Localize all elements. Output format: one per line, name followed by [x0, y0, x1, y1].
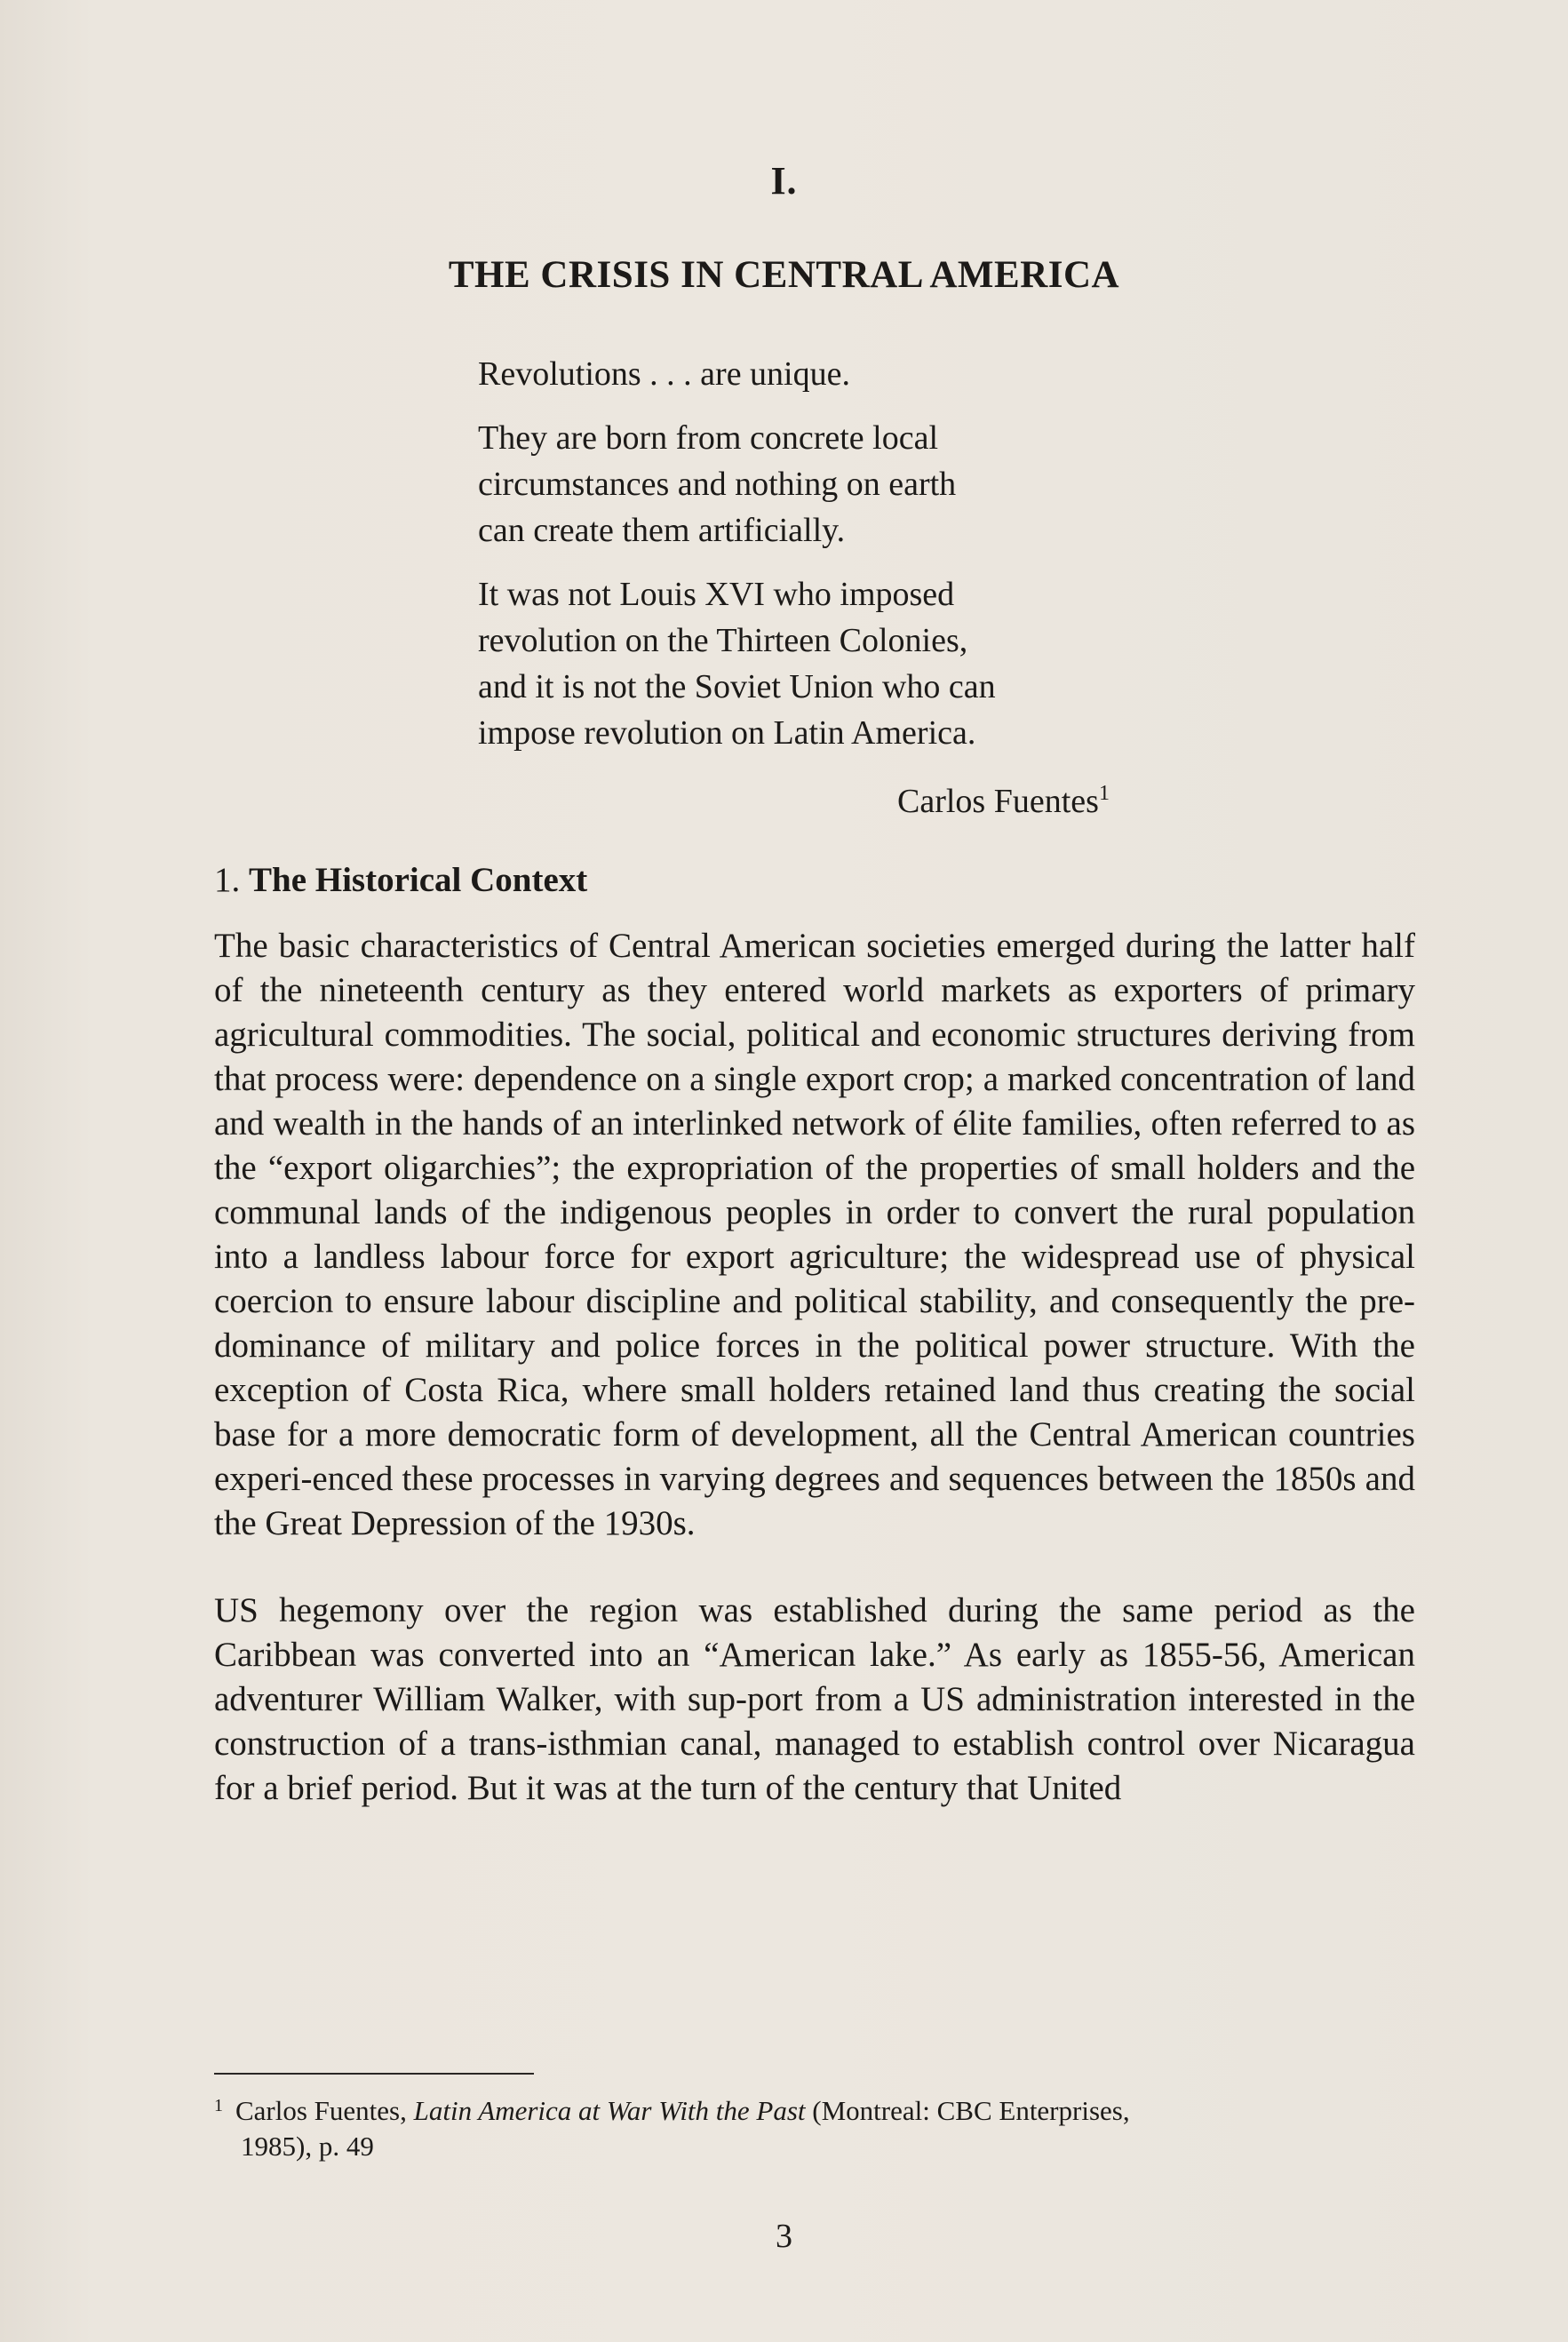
epigraph-line: They are born from concrete local [478, 419, 939, 457]
footnote-publisher: (Montreal: CBC Enterprises, [812, 2095, 1130, 2126]
paragraph: The basic characteristics of Central American societies emerged during the latter half of the nineteenth century as they entered world markets as exporters of primary agricultural commodities. The social, political and economic structures deriving from that process were: dependence on a single export crop; a marked concentration of land and wealth in the hands of an interlinked network of élite families, often referred to as the “export oligarchies”; the expropriation of the properties of small holders and the communal lands of the indigenous peoples in order to convert the rural population into a landless labour force for export agriculture; the widespread use of physical coercion to ensure labour discipline and political stability, and consequently the pre-dominance of military and police forces in the political power structure. With the exception of Costa Rica, where small holders retained land thus creating the social base for a more democratic form of development, all the Central American countries experi-enced these processes in varying degrees and sequences between the 1850s and the Great Depression of the 1930s. [214, 927, 1415, 1542]
footnote-divider [214, 2073, 534, 2075]
epigraph [478, 351, 1420, 774]
section-heading [214, 860, 587, 900]
footnote-author: Carlos Fuentes, [235, 2095, 407, 2126]
section-number: 1. [214, 861, 241, 899]
epigraph-attribution [897, 782, 1110, 821]
epigraph-line: impose revolution on Latin America. [478, 714, 976, 752]
body-text [214, 924, 1415, 1853]
epigraph-line: revolution on the Thirteen Colonies, [478, 622, 968, 659]
attribution-footnote-ref: 1 [1098, 782, 1110, 805]
footnote-mark: 1 [214, 2096, 223, 2115]
epigraph-stanza [478, 351, 1420, 397]
footnote [214, 2088, 1415, 2164]
footnote-title: Latin America at War With the Past [413, 2095, 806, 2126]
epigraph-stanza [478, 415, 1420, 554]
epigraph-stanza [478, 571, 1420, 756]
section-title: The Historical Context [249, 861, 588, 899]
epigraph-line: and it is not the Soviet Union who can [478, 668, 996, 705]
epigraph-line: can create them artificially. [478, 512, 846, 549]
epigraph-line: circumstances and nothing on earth [478, 466, 957, 503]
footnote-continuation: 1985), p. 49 [241, 2131, 374, 2162]
chapter-number: I. [770, 159, 798, 203]
epigraph-line: Revolutions . . . are unique. [478, 355, 850, 393]
chapter-title: THE CRISIS IN CENTRAL AMERICA [448, 254, 1120, 296]
paragraph: US hegemony over the region was established during the same period as the Caribbean was converted into an “American lake.” As early as 1855-56, American adventurer William Walker, with sup-port from a US administration interested in the construction of a trans-isthmian canal, managed to establish control over Nicaragua for a brief period. But it was at the turn of the century that United [214, 1591, 1415, 1807]
page-number: 3 [776, 2218, 792, 2255]
attribution-author: Carlos Fuentes [897, 783, 1099, 820]
epigraph-line: It was not Louis XVI who imposed [478, 576, 955, 613]
